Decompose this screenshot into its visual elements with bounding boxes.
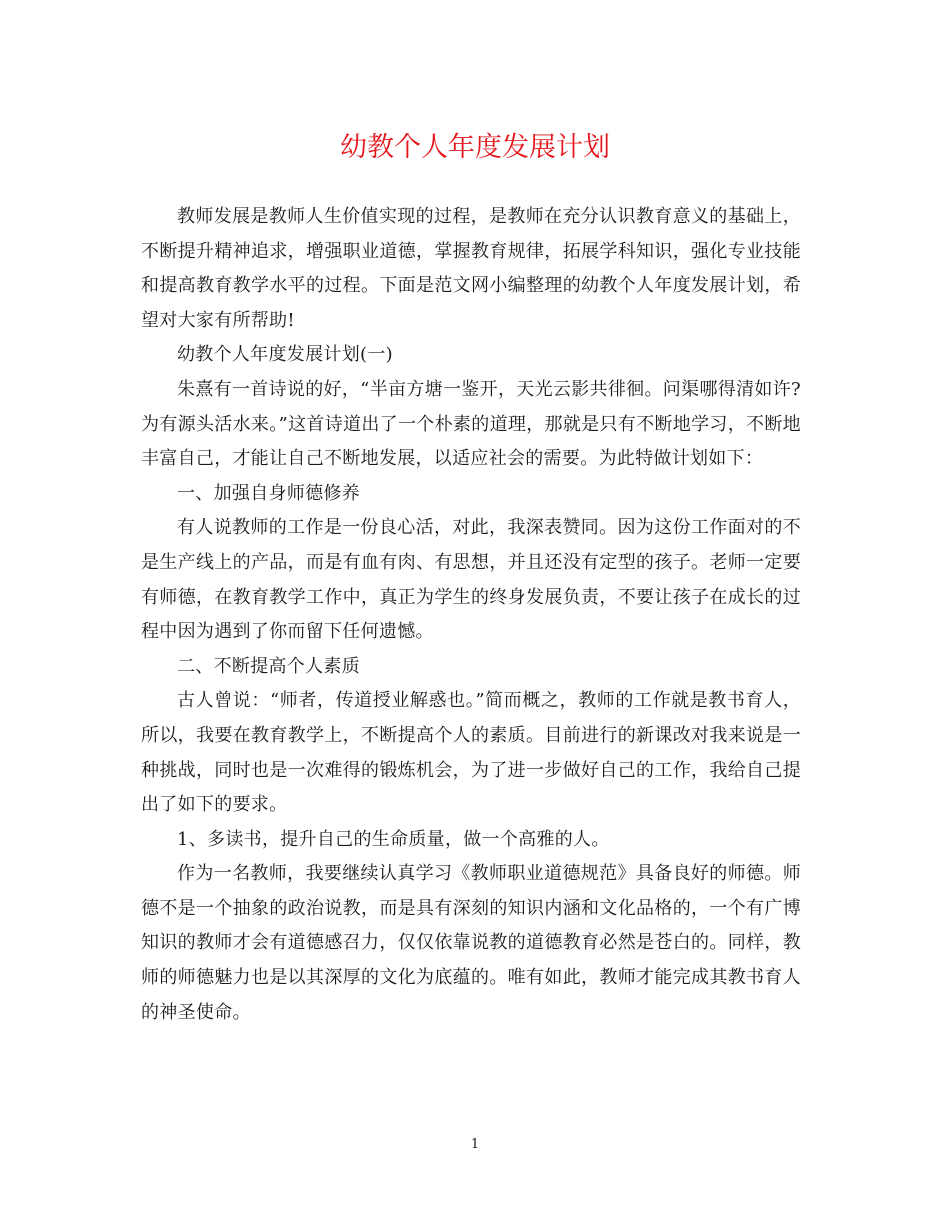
quality-paragraph: 古人曾说：“师者，传道授业解惑也。”简而概之，教师的工作就是教书育人，所以，我要在教育教学上，不断提高个人的素质。目前进行的新课改对我来说是一种挑战，同时也是一次难得的锻炼机会，为了进一步做好自己的工作，我给自己提出了如下的要求。 [141, 690, 801, 816]
intro-paragraph: 教师发展是教师人生价值实现的过程，是教师在充分认识教育意义的基础上，不断提升精神追求，增强职业道德，掌握教育规律，拓展学科知识，强化专业技能和提高教育教学水平的过程。下面是范文网小编整理的幼教个人年度发展计划，希望对大家有所帮助! [141, 206, 801, 331]
poem-paragraph: 朱熹有一首诗说的好，“半亩方塘一鉴开，天光云影共徘徊。问渠哪得清如许?为有源头活水来。”这首诗道出了一个朴素的道理，那就是只有不断地学习，不断地丰富自己，才能让自己不断地发展，以适应社会的需要。为此特做计划如下： [141, 378, 801, 470]
document-title: 幼教个人年度发展计划 [340, 132, 610, 163]
plan-heading: 幼教个人年度发展计划(一) [177, 344, 393, 366]
ethics-paragraph: 有人说教师的工作是一份良心活，对此，我深表赞同。因为这份工作面对的不是生产线上的产品，而是有血有肉、有思想，并且还没有定型的孩子。老师一定要有师德，在教育教学工作中，真正为学生的终身发展负责，不要让孩子在成长的过程中因为遇到了你而留下任何遗憾。 [141, 517, 801, 643]
subsection-heading-1: 1、多读书，提升自己的生命质量，做一个高雅的人。 [177, 828, 610, 850]
section-heading-2: 二、不断提高个人素质 [177, 655, 360, 677]
page-number: 1 [470, 1137, 480, 1152]
section-heading-1: 一、加强自身师德修养 [177, 482, 360, 504]
reading-paragraph: 作为一名教师，我要继续认真学习《教师职业道德规范》具备良好的师德。师德不是一个抽象的政治说教，而是具有深刻的知识内涵和文化品格的，一个有广博知识的教师才会有道德感召力，仅仅依靠说教的道德教育必然是苍白的。同样，教师的师德魅力也是以其深厚的文化为底蕴的。唯有如此，教师才能完成其教书育人的神圣使命。 [141, 863, 801, 1023]
document-body [141, 200, 801, 1030]
